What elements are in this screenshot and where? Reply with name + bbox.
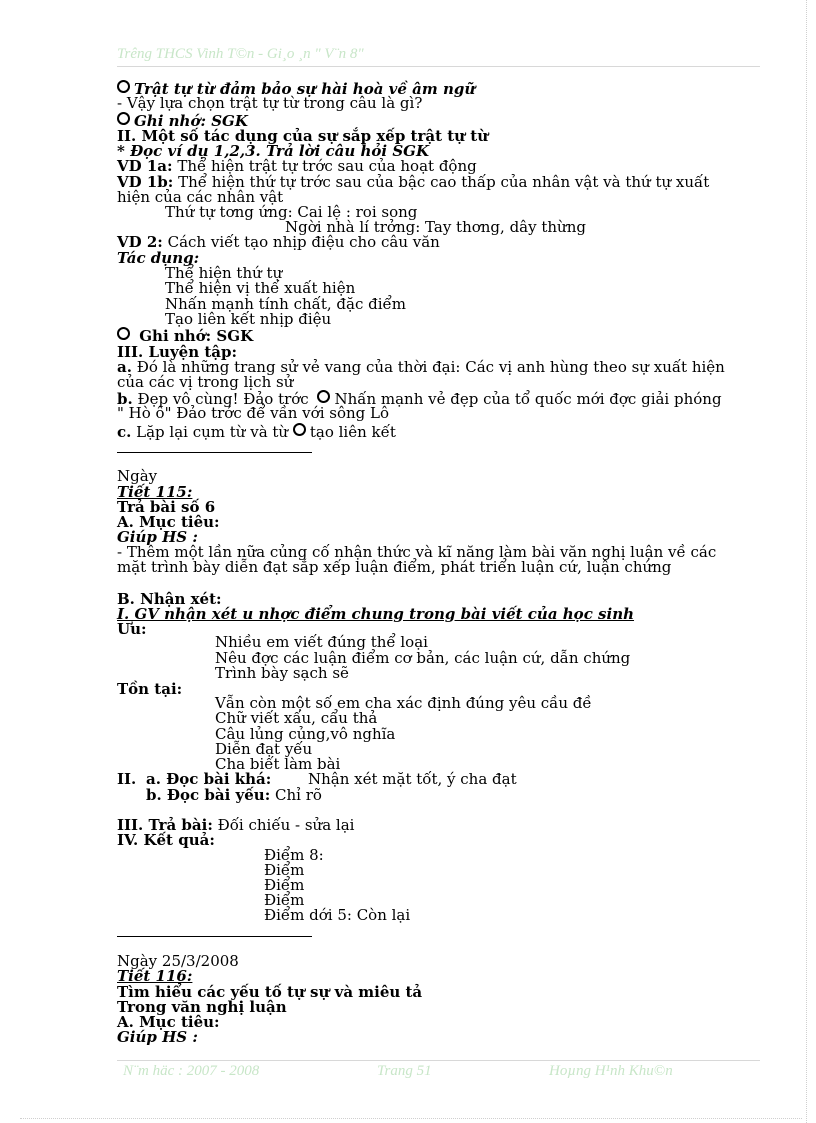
- description-line: mặt trình bày diễn đạt sắp xếp luận điểm, phát triển luận cứ, luận chứng: [117, 558, 672, 576]
- line-vd1b-cont: hiện của các nhân vật: [117, 188, 284, 206]
- ton-tai-item: Câu lủng củng,vô nghĩa: [215, 725, 396, 743]
- header-text: Trêng THCS Vinh T©n - Gi¸o ¸n " V¨n 8": [117, 46, 364, 62]
- heading-iii: III. Luyện tập:: [117, 343, 238, 361]
- diem-item: Điểm: [264, 876, 305, 894]
- lesson-title: Trong văn nghị luận: [117, 998, 287, 1016]
- tac-dung-item: Thể hiện thứ tự: [165, 264, 283, 282]
- ii-label: II.: [117, 770, 137, 788]
- line-trat-tu: Trật tự từ đảm bảo sự hài hoà về âm ngữ: [117, 80, 475, 97]
- muc-tieu: A. Mục tiêu:: [117, 1013, 220, 1031]
- uu-label: Ưu:: [117, 620, 147, 638]
- line-a: a. Đó là những trang sử vẻ vang của thời đại: Các vị anh hùng theo sự xuất hiện: [117, 358, 725, 376]
- doc-bai-kha-text: Nhận xét mặt tốt, ý cha đạt: [308, 770, 517, 788]
- page-border-right: [806, 0, 807, 1123]
- description-line: - Thêm một lần nữa củng cố nhận thức và kĩ năng làm bài văn nghị luận về các: [117, 543, 717, 561]
- giup-hs: Giúp HS :: [117, 1028, 198, 1046]
- diem-item: Điểm 8:: [264, 846, 324, 864]
- lesson-115: Tiết 115:: [117, 483, 193, 501]
- heading-ii: II. Một số tác dụng của sự sắp xếp trật tự từ: [117, 127, 489, 145]
- diem-item: Điểm dới 5: Còn lại: [264, 906, 411, 924]
- line-b-cont: " Hò ô" Đảo trớc để vần với sông Lô: [117, 404, 390, 422]
- diem-item: Điểm: [264, 861, 305, 879]
- tac-dung-item: Tạo liên kết nhịp điệu: [165, 310, 332, 328]
- divider: [117, 452, 312, 453]
- line-ghi-nho-1: Ghi nhớ: SGK: [117, 112, 248, 129]
- tac-dung-item: Thể hiện vị thế xuất hiện: [165, 279, 356, 297]
- uu-item: Nhiều em viết đúng thể loại: [215, 633, 428, 651]
- line-vd1b: VD 1b: Thể hiện thứ tự trớc sau của bậc cao thấp của nhân vật và thứ tự xuất: [117, 173, 710, 191]
- line-a-cont: của các vị trong lịch sử: [117, 373, 294, 391]
- line-thu-tu: Thứ tự tơng ứng: Cai lệ : roi song: [165, 203, 418, 221]
- ton-tai-item: Diễn đạt yếu: [215, 740, 313, 758]
- line-vd2: VD 2: Cách viết tạo nhịp điệu cho câu văn: [117, 233, 440, 251]
- tra-bai: III. Trả bài: Đối chiếu - sửa lại: [117, 816, 355, 834]
- page-footer: [117, 1060, 760, 1083]
- heading-gv-nhan-xet: I. GV nhận xét u nhợc điểm chung trong bài viết của học sinh: [117, 605, 635, 623]
- ton-tai-item: Chữ viết xấu, cẩu thả: [215, 709, 378, 727]
- doc-bai-kha: a. Đọc bài khá:: [146, 770, 272, 788]
- circle-arrow-icon: [317, 390, 330, 403]
- doc-bai-yeu: b. Đọc bài yếu: Chỉ rõ: [146, 786, 322, 804]
- line-doc-vi-du: * Đọc ví dụ 1,2,3. Trả lời câu hỏi SGK: [117, 142, 430, 160]
- circle-bullet-icon: [117, 80, 130, 93]
- date-line: Ngày: [117, 467, 158, 485]
- lesson-title: Tìm hiểu các yếu tố tự sự và miêu tả: [117, 983, 423, 1001]
- ton-tai-label: Tồn tại:: [117, 680, 183, 698]
- diem-item: Điểm: [264, 891, 305, 909]
- uu-item: Trình bày sạch sẽ: [215, 664, 349, 682]
- muc-tieu: A. Mục tiêu:: [117, 513, 220, 531]
- ton-tai-item: Cha biết làm bài: [215, 755, 341, 773]
- ton-tai-item: Vẫn còn một số em cha xác định đúng yêu cầu đề: [215, 694, 592, 712]
- footer-page: Trang 51: [377, 1063, 432, 1079]
- line-nguoi-nha: Ngời nhà lí trởng: Tay thơng, dây thừng: [285, 218, 586, 236]
- lesson-title: Trả bài số 6: [117, 498, 216, 516]
- line-tac-dung: Tác dụng:: [117, 249, 200, 267]
- circle-bullet-icon: [117, 112, 130, 125]
- uu-item: Nêu đợc các luận điểm cơ bản, các luận cứ, dẫn chứng: [215, 649, 631, 667]
- line-vd1a: VD 1a: Thể hiện trật tự trớc sau của hoạt động: [117, 157, 477, 175]
- lesson-116: Tiết 116:: [117, 967, 193, 985]
- line-ghi-nho-2: Ghi nhớ: SGK: [117, 327, 253, 344]
- page-header: [117, 46, 760, 67]
- tac-dung-item: Nhấn mạnh tính chất, đặc điểm: [165, 295, 406, 313]
- circle-arrow-icon: [293, 423, 306, 436]
- ket-qua: IV. Kết quả:: [117, 831, 215, 849]
- line-b: b. Đẹp vô cùng! Đảo trớc Nhấn mạnh vẻ đẹp của tổ quốc mới đợc giải phóng: [117, 390, 722, 408]
- page-border-bottom: [20, 1118, 802, 1119]
- line-c: c. Lặp lại cụm từ và từ tạo liên kết: [117, 423, 396, 441]
- circle-bullet-icon: [117, 327, 130, 340]
- giup-hs: Giúp HS :: [117, 528, 198, 546]
- divider: [117, 936, 312, 937]
- line-question: - Vậy lựa chọn trật tự từ trong câu là gì?: [117, 94, 423, 112]
- footer-author: Hoµng H¹nh Khu©n: [549, 1063, 673, 1079]
- footer-year: N¨m häc : 2007 - 2008: [123, 1063, 260, 1079]
- date-line: Ngày 25/3/2008: [117, 952, 239, 970]
- nhan-xet: B. Nhận xét:: [117, 590, 222, 608]
